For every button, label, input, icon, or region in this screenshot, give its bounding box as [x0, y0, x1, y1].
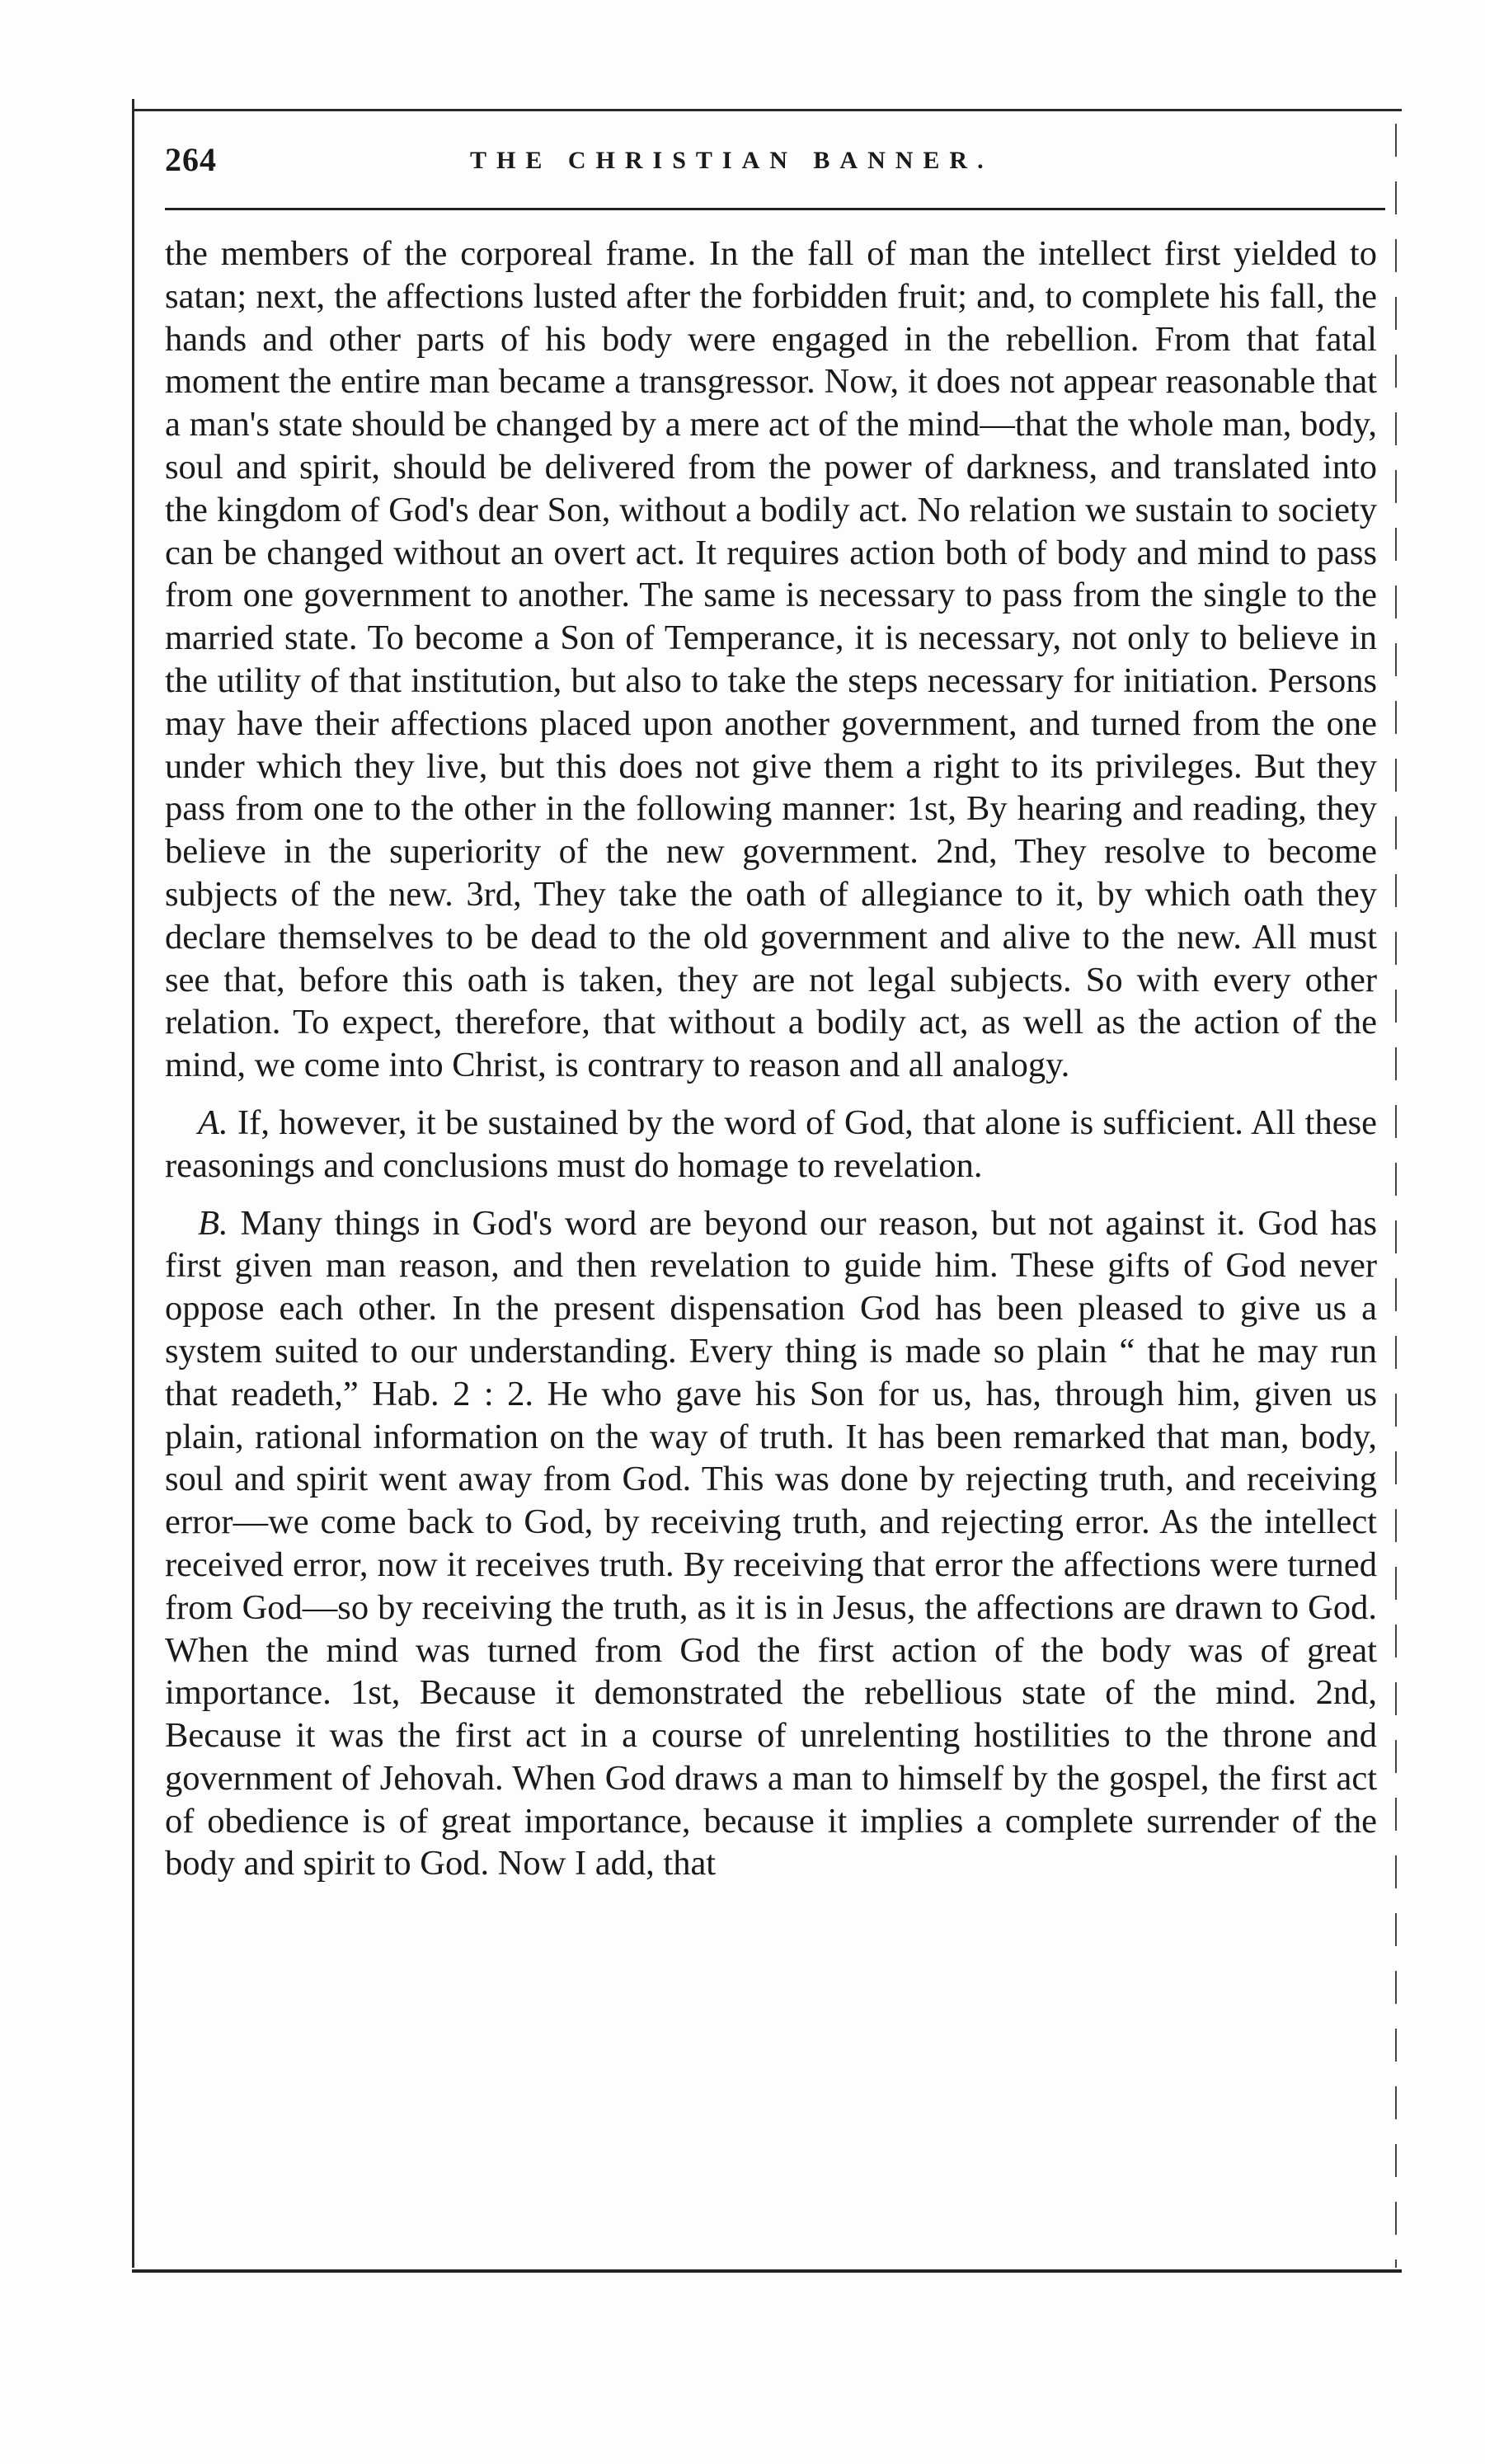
speaker-b: B. — [198, 1203, 228, 1243]
paragraph-2 — [165, 1102, 1377, 1187]
paragraph-3-text: Many things in God's word are beyond our reason, but not against it. God has first given man reason, and then revelation to guide him. These gifts of God never oppose each other. In the present dispensation God has been pleased to give us a system suited to our understanding. Every thing is made so plain “ that he may run that readeth,” Hab. 2 : 2. He who gave his Son for us, has, through him, given us plain, rational information on the way of truth. It has been remarked that man, body, soul and spirit went away from God. This was done by rejecting truth, and receiving error—we come back to God, by receiving truth, and rejecting error. As the intellect received error, now it receives truth. By receiving that error the affections were turned from God—so by receiving the truth, as it is in Jesus, the affections are drawn to God. When the mind was turned from God the first action of the body was of great importance. 1st, Because it demonstrated the rebellious state of the mind. 2nd, Because it was the first act in a course of unrelenting hostilities to the throne and government of Jehovah. When God draws a man to himself by the gospel, the first act of obedience is of great importance, because it implies a complete surrender of the body and spirit to God. Now I add, that — [165, 1203, 1377, 1883]
page-header — [165, 140, 1385, 190]
frame-right-rule — [1395, 124, 1397, 2268]
frame-top-rule — [132, 109, 1402, 111]
page-number: 264 — [165, 141, 217, 178]
paragraph-2-text: If, however, it be sustained by the word of God, that alone is sufficient. All these reasonings and conclusions must do homage to revelation. — [165, 1103, 1377, 1185]
running-title: THE CHRISTIAN BANNER. — [470, 147, 994, 174]
paragraph-3 — [165, 1202, 1377, 1886]
footer-rule — [132, 2269, 1402, 2273]
header-rule — [165, 208, 1385, 210]
frame-left-rule — [132, 99, 134, 2268]
speaker-a: A. — [198, 1103, 228, 1142]
body-text — [165, 233, 1377, 1885]
paragraph-1: the members of the corporeal frame. In the fall of man the intellect first yielded to satan; next, the affections lusted after the forbidden fruit; and, to complete his fall, the hands and other parts of his body were engaged in the rebellion. From that fatal moment the entire man became a transgressor. Now, it does not appear reasonable that a man's state should be changed by a mere act of the mind—that the whole man, body, soul and spirit, should be delivered from the power of darkness, and translated into the kingdom of God's dear Son, without a bodily act. No relation we sustain to society can be changed without an overt act. It requires action both of body and mind to pass from one government to another. The same is necessary to pass from the single to the married state. To become a Son of Temperance, it is necessary, not only to believe in the utility of that institution, but also to take the steps necessary for initiation. Persons may have their affections placed upon another government, and turned from the one under which they live, but this does not give them a right to its privileges. But they pass from one to the other in the following manner: 1st, By hearing and reading, they believe in the superiority of the new government. 2nd, They resolve to become subjects of the new. 3rd, They take the oath of allegiance to it, by which oath they declare themselves to be dead to the old government and alive to the new. All must see that, before this oath is taken, they are not legal subjects. So with every other relation. To expect, therefore, that without a bodily act, as well as the action of the mind, we come into Christ, is contrary to reason and all analogy. — [165, 234, 1377, 1085]
